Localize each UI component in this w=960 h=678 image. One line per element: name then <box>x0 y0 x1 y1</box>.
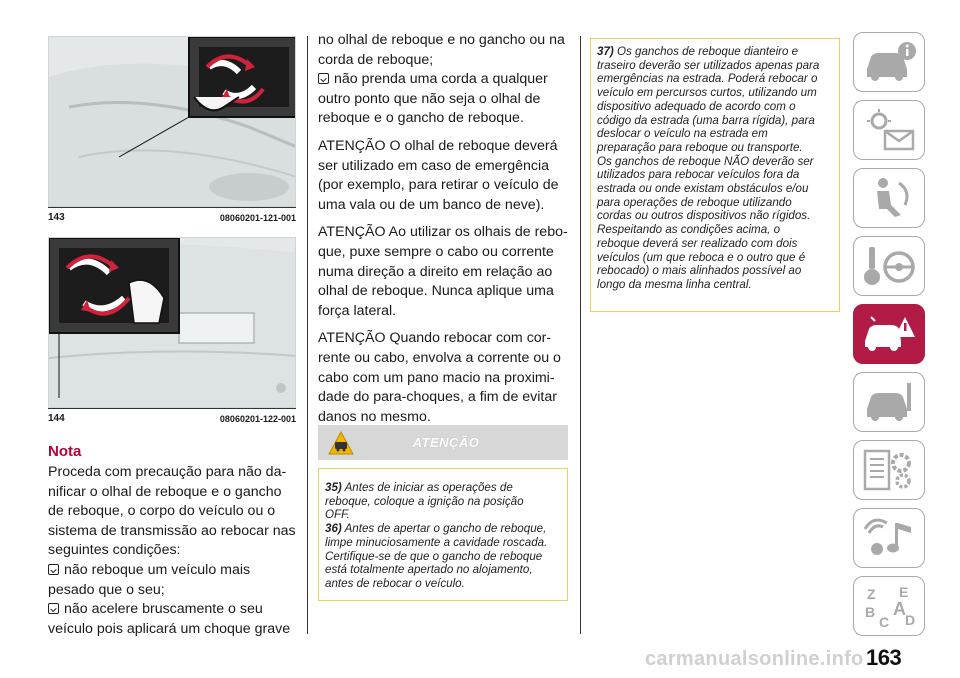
warning-triangle-icon <box>328 431 354 455</box>
tab-index[interactable] <box>853 576 925 636</box>
checkbox-bullet-icon <box>48 603 59 614</box>
intro-paragraph: no olhal de reboque e no gancho ou na corda de reboque; não prenda uma corda a qualquer outro ponto que não seja o olhal de reboque e o gancho de reboque. <box>318 32 565 127</box>
svg-text:C: C <box>879 614 890 629</box>
figure-143-front-tow-hook <box>48 36 296 207</box>
attention-paragraph-3: ATENÇÃO Quando rebocar com cor- rente ou cabo, envolva a corrente ou o cabo com um pano macio na proximi- dade do para-choques, a fim de evitar danos no mesmo. <box>318 330 561 425</box>
figure-144-rear-tow-hook <box>48 237 296 408</box>
nota-line: veículo pois aplicará um choque grave <box>48 620 291 637</box>
nota-line: sistema de transmissão ao rebocar nas <box>48 522 296 539</box>
bullet-item: não reboque um veículo mais <box>48 561 300 581</box>
technical-data-icon <box>861 447 917 493</box>
checkbox-bullet-icon <box>318 73 329 84</box>
figure-code: 08060201-122-001 <box>219 414 296 424</box>
svg-text:D: D <box>905 612 916 628</box>
seat-airbag-icon <box>861 175 917 221</box>
watermark: carmanualsonline.info <box>645 648 864 670</box>
nota-line: Proceda com precaução para não da- <box>48 464 287 480</box>
warning-notes-box <box>318 468 568 601</box>
svg-text:E: E <box>899 584 909 600</box>
bullet-item: não acelere bruscamente o seu <box>48 600 300 620</box>
rear-bumper-illustration <box>49 238 296 408</box>
figure-143-caption <box>48 207 296 223</box>
car-info-icon <box>861 39 917 85</box>
nota-body <box>48 463 300 639</box>
attention-paragraph-1: ATENÇÃO O olhal de reboque deverá ser utilizado em caso de emergência (por exemplo, para retirar o veículo de uma vala ou de um banco de neve). <box>318 137 559 213</box>
middle-column-text <box>318 31 570 435</box>
key-steering-wheel-icon <box>861 243 917 289</box>
page-number: 163 <box>866 645 902 670</box>
attention-paragraph-2: ATENÇÃO Ao utilizar os olhais de rebo- que, puxe sempre o cabo ou corrente numa direção a direito em relação ao olhal de reboque. Nunca aplique uma força lateral. <box>318 224 568 319</box>
car-maintenance-icon <box>861 379 917 425</box>
nota-heading: Nota <box>48 443 82 460</box>
figure-number: 143 <box>48 212 65 223</box>
tab-emergency[interactable] <box>853 304 925 364</box>
nota-line: pesado que o seu; <box>48 581 165 598</box>
tab-starting-driving[interactable] <box>853 236 925 296</box>
note-35: 35) Antes de iniciar as operações de reboque, coloque a ignição na posição OFF. <box>325 481 524 522</box>
nota-line: de reboque, o corpo do veículo ou o <box>48 503 276 520</box>
front-bumper-illustration <box>49 37 296 207</box>
nota-line: seguintes condições: <box>48 542 181 559</box>
note-36: 36) Antes de apertar o gancho de reboque, limpe minuciosamente a cavidade roscada. Certifique-se de que o gancho de reboque está totalmente apertado no alojamento, antes de rebocar o veículo. <box>325 522 548 590</box>
svg-text:B: B <box>865 604 876 620</box>
tab-car-info[interactable] <box>853 32 925 92</box>
lights-message-icon <box>861 107 917 153</box>
tab-maintenance[interactable] <box>853 372 925 432</box>
figure-code: 08060201-121-001 <box>219 213 296 223</box>
alphabetical-index-icon <box>861 583 917 629</box>
nota-line: nificar o olhal de reboque e o gancho <box>48 483 282 500</box>
column-divider <box>580 36 581 634</box>
note-37-box: 37) Os ganchos de reboque dianteiro e traseiro deverão ser utilizados apenas para emergências na estrada. Poderá rebocar o veículo em percursos curtos, utilizando um dispositivo adequado de acordo com o código da estrada (uma barra rígida), para deslocar o veículo na estrada em preparação para reboque ou transporte. Os ganchos de reboque NÃO deverão ser utilizados para rebocar veículos fora da estrada ou onde existam obstáculos e/ou para operações de reboque utilizando cordas ou outros dispositivos não rígidos. Respeitando as condições acima, o reboque deverá ser realizado com dois veículos (um que reboca e o outro que é rebocado) o mais alinhados possível ao longo da mesma linha central. <box>590 38 840 312</box>
figure-number: 144 <box>48 413 65 424</box>
warning-title: ATENÇÃO <box>412 435 480 450</box>
svg-text:A: A <box>893 599 906 619</box>
warning-header <box>318 425 568 460</box>
multimedia-icon <box>861 515 917 561</box>
tab-safety[interactable] <box>853 168 925 228</box>
column-divider <box>307 36 308 634</box>
checkbox-bullet-icon <box>48 564 59 575</box>
emergency-car-icon <box>861 311 917 357</box>
figure-144-caption <box>48 408 296 424</box>
tab-lights-messages[interactable] <box>853 100 925 160</box>
tab-multimedia[interactable] <box>853 508 925 568</box>
tab-technical-data[interactable] <box>853 440 925 500</box>
svg-text:Z: Z <box>867 586 876 602</box>
